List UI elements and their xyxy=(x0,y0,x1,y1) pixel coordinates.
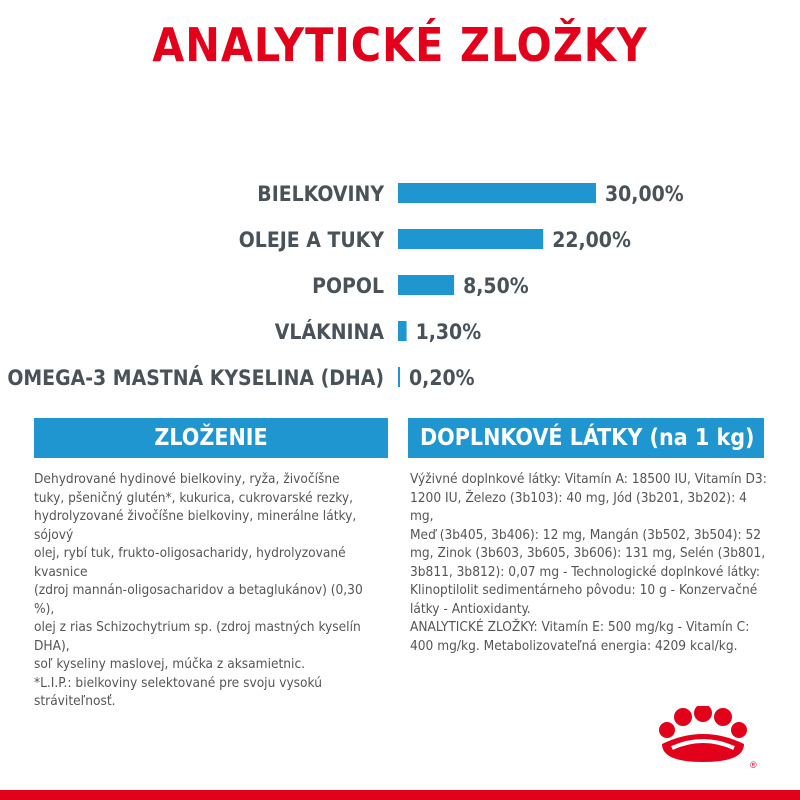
text-line: Dehydrované hydinové bielkoviny, ryža, živočíšne xyxy=(34,471,340,487)
category-label: OMEGA-3 MASTNÁ KYSELINA (DHA) xyxy=(7,366,384,390)
analytical-components-chart xyxy=(0,160,800,400)
bar xyxy=(398,275,454,295)
royal-canin-crown-icon xyxy=(656,706,760,772)
text-line: stráviteľnosť. xyxy=(34,693,116,709)
value-label: 1,30% xyxy=(415,320,482,344)
category-label: POPOL xyxy=(312,274,384,298)
category-label: VLÁKNINA xyxy=(274,320,384,344)
text-line: 400 mg/kg. Metabolizovateľná energia: 4209 kcal/kg. xyxy=(410,637,738,654)
registered-mark: ® xyxy=(750,760,757,770)
text-line: soľ kyseliny maslovej, múčka z aksamietnic. xyxy=(34,656,306,672)
text-line: olej, rybí tuk, frukto-oligosacharidy, hydrolyzované kvasnice xyxy=(34,545,346,580)
category-label: BIELKOVINY xyxy=(257,182,384,206)
text-line: 3b811, 3b812): 0,07 mg - Technologické doplnkové látky: xyxy=(410,563,760,580)
bar xyxy=(398,229,543,249)
composition-text xyxy=(34,470,374,711)
text-line: *L.I.P.: bielkoviny selektované pre svoju vysokú xyxy=(34,674,322,691)
additives-text xyxy=(410,470,772,655)
text-line: látky - Antioxidanty. xyxy=(410,600,531,617)
value-label: 30,00% xyxy=(605,182,684,206)
text-line: 1200 IU, Železo (3b103): 40 mg, Jód (3b201, 3b202): 4 mg, xyxy=(410,489,747,524)
text-line: Meď (3b405, 3b406): 12 mg, Mangán (3b502, 3b504): 52 xyxy=(410,526,762,543)
bar xyxy=(398,367,400,387)
bar xyxy=(398,321,407,341)
value-label: 22,00% xyxy=(552,228,631,252)
text-line: ANALYTICKÉ ZLOŽKY: Vitamín E: 500 mg/kg - Vitamín C: xyxy=(410,619,750,635)
page-title: ANALYTICKÉ ZLOŽKY xyxy=(152,18,648,72)
value-label: 0,20% xyxy=(409,366,475,390)
category-label: OLEJE A TUKY xyxy=(238,228,384,252)
text-line: Výživné doplnkové látky: Vitamín A: 18500 IU, Vitamín D3: xyxy=(410,471,767,487)
text-line: olej z rias Schizochytrium sp. (zdroj mastných kyselín DHA), xyxy=(34,619,361,654)
text-line: (zdroj mannán-oligosacharidov a betaglukánov) (0,30 %), xyxy=(34,582,363,617)
text-line: Klinoptilolit sedimentárneho pôvodu: 10 g - Konzervačné xyxy=(410,582,758,598)
composition-heading: ZLOŽENIE xyxy=(154,425,268,451)
value-label: 8,50% xyxy=(463,274,529,298)
text-line: hydrolyzované živočíšne bielkoviny, minerálne látky, sójový xyxy=(34,508,357,543)
bar xyxy=(398,183,596,203)
text-line: mg, Zinok (3b603, 3b605, 3b606): 131 mg, Selén (3b801, xyxy=(410,545,766,561)
footer-accent-bar xyxy=(0,790,800,800)
additives-heading: DOPLNKOVÉ LÁTKY (na 1 kg) xyxy=(420,425,755,451)
text-line: tuky, pšeničný glutén*, kukurica, cukrovarské rezky, xyxy=(34,489,353,506)
